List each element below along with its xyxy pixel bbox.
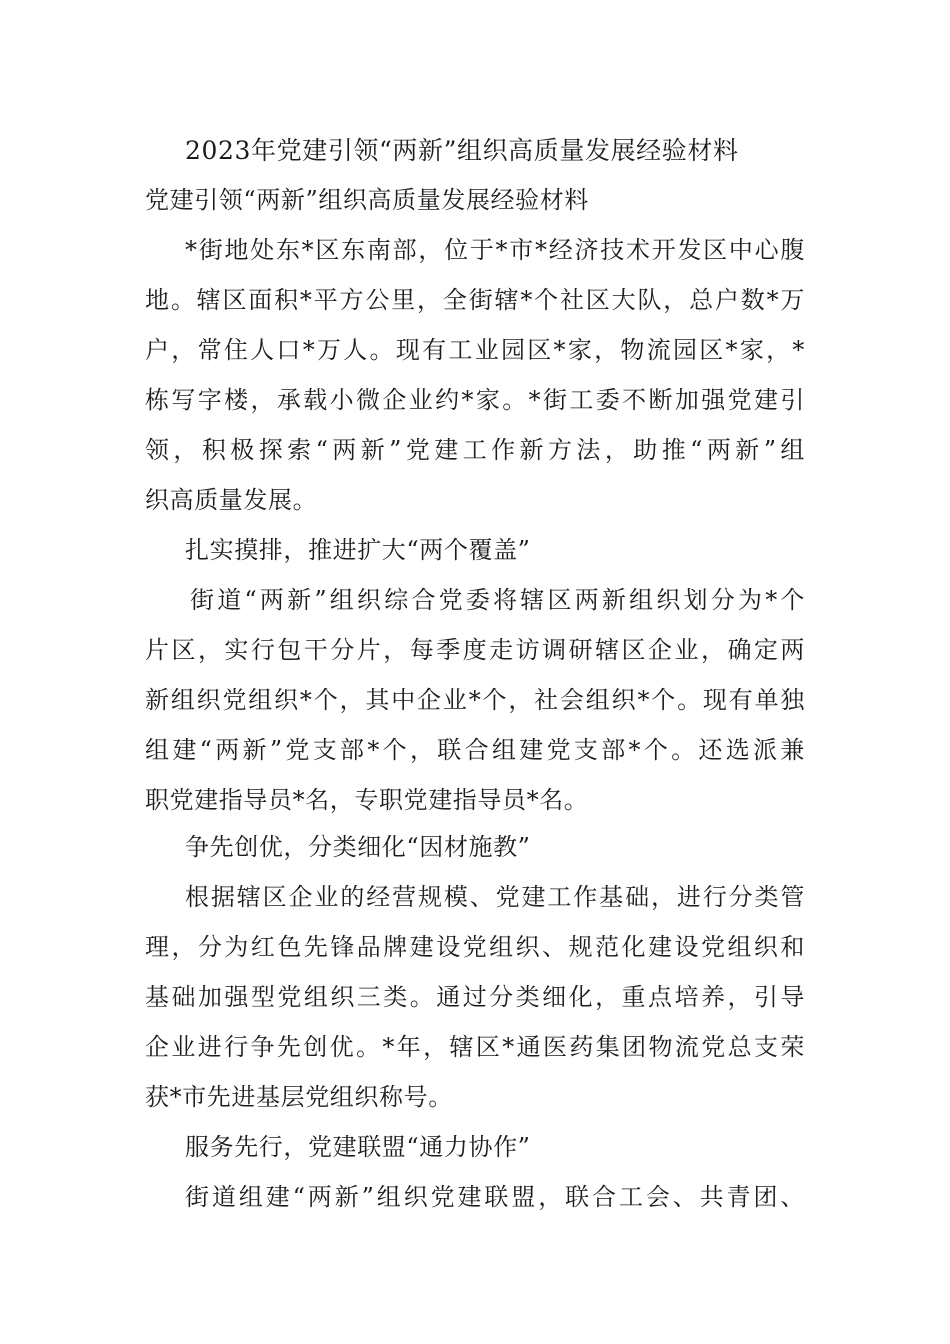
paragraph-line: 街道“两新”组织综合党委将辖区两新组织划分为*个 bbox=[190, 586, 805, 614]
paragraph-line: 新组织党组织*个，其中企业*个，社会组织*个。现有单独 bbox=[145, 686, 805, 714]
paragraph-line: 片区，实行包干分片，每季度走访调研辖区企业，确定两 bbox=[145, 636, 805, 664]
document-title: 2023年党建引领“两新”组织高质量发展经验材料 bbox=[185, 136, 739, 165]
paragraph-line: 地。辖区面积*平方公里，全街辖*个社区大队，总户数*万 bbox=[145, 286, 805, 314]
paragraph-line: 组建“两新”党支部*个，联合组建党支部*个。还选派兼 bbox=[145, 736, 805, 764]
paragraph-line: 获*市先进基层党组织称号。 bbox=[145, 1083, 453, 1111]
paragraph-line: 职党建指导员*名，专职党建指导员*名。 bbox=[145, 786, 589, 814]
paragraph-line: 栋写字楼，承载小微企业约*家。*街工委不断加强党建引 bbox=[145, 386, 805, 414]
paragraph-line: 街道组建“两新”组织党建联盟，联合工会、共青团、 bbox=[185, 1183, 805, 1211]
section-heading: 服务先行，党建联盟“通力协作” bbox=[185, 1133, 531, 1161]
paragraph-line: 领，积极探索“两新”党建工作新方法，助推“两新”组 bbox=[145, 436, 805, 464]
paragraph-line: 根据辖区企业的经营规模、党建工作基础，进行分类管 bbox=[185, 883, 805, 911]
paragraph-line: 织高质量发展。 bbox=[145, 486, 318, 514]
section-heading: 争先创优，分类细化“因材施教” bbox=[185, 833, 531, 861]
paragraph-line: *街地处东*区东南部，位于*市*经济技术开发区中心腹 bbox=[185, 236, 805, 264]
paragraph-line: 理，分为红色先锋品牌建设党组织、规范化建设党组织和 bbox=[145, 933, 805, 961]
paragraph-line: 户，常住人口*万人。现有工业园区*家，物流园区*家，* bbox=[145, 336, 805, 364]
paragraph-line: 企业进行争先创优。*年，辖区*通医药集团物流党总支荣 bbox=[145, 1033, 805, 1061]
section-heading: 扎实摸排，推进扩大“两个覆盖” bbox=[185, 536, 531, 564]
paragraph-line: 基础加强型党组织三类。通过分类细化，重点培养，引导 bbox=[145, 983, 805, 1011]
document-subtitle: 党建引领“两新”组织高质量发展经验材料 bbox=[145, 186, 589, 214]
